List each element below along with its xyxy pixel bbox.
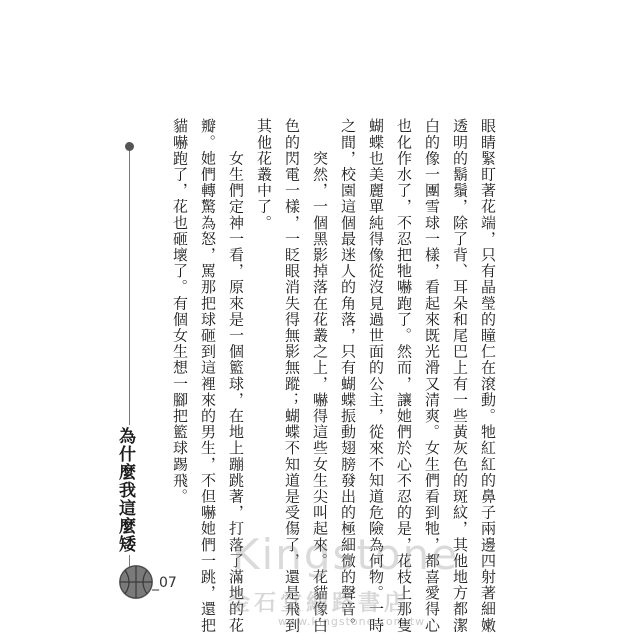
text-column: 之間，校園這個最迷人的角落，只有蝴蝶振動翅膀發出的極細微的聲音。 — [339, 118, 357, 634]
watermark-url: www.kingstone.com.tw — [278, 615, 426, 628]
text-column: 透明的鬍鬚，除了背、耳朵和尾巴上有一些黃灰色的斑紋，其他地方都潔 — [451, 118, 469, 634]
text-column: 女生們定神一看，原來是一個籃球，在地上蹦跳著，打落了滿地的花 — [227, 118, 245, 634]
text-column: 瓣。她們轉驚為怒，罵那把球砸到這裡來的男生，不但嚇她們一跳，還把 — [199, 118, 217, 634]
rail-dot — [125, 142, 134, 151]
watermark-store-name: 金石堂網路書店 — [228, 590, 411, 616]
basketball-icon — [119, 565, 153, 599]
text-column: 也化作水了，不忍把牠嚇跑了。然而，讓她們於心不忍的是，花枝上那隻 — [395, 118, 413, 634]
running-title: 為什麼我這麼矮 — [113, 425, 138, 555]
text-column: 突然，一個黑影掉落在花叢之上，嚇得這些女生尖叫起來。花貓像白 — [311, 118, 329, 634]
text-column: 蝴蝶也美麗單純得像從沒見過世面的公主，從來不知道危險為何物。一時 — [367, 118, 385, 634]
text-column: 眼睛緊盯著花端，只有晶瑩的瞳仁在滾動。牠紅紅的鼻子兩邊四射著細嫩 — [479, 118, 497, 634]
text-column: 色的閃電一樣，一眨眼消失得無影無蹤；蝴蝶不知道是受傷了，還是飛到 — [283, 118, 301, 634]
watermark-logo: Kingstone — [232, 530, 459, 579]
text-column: 貓嚇跑了，花也砸壞了。有個女生想一腳把籃球踢飛。 — [171, 118, 189, 505]
text-column: 白的像一團雪球一樣，看起來既光滑又清爽。女生們看到牠，都喜愛得心 — [423, 118, 441, 634]
text-column: 其他花叢中了。 — [255, 118, 273, 231]
page-number: _07 — [152, 575, 177, 591]
